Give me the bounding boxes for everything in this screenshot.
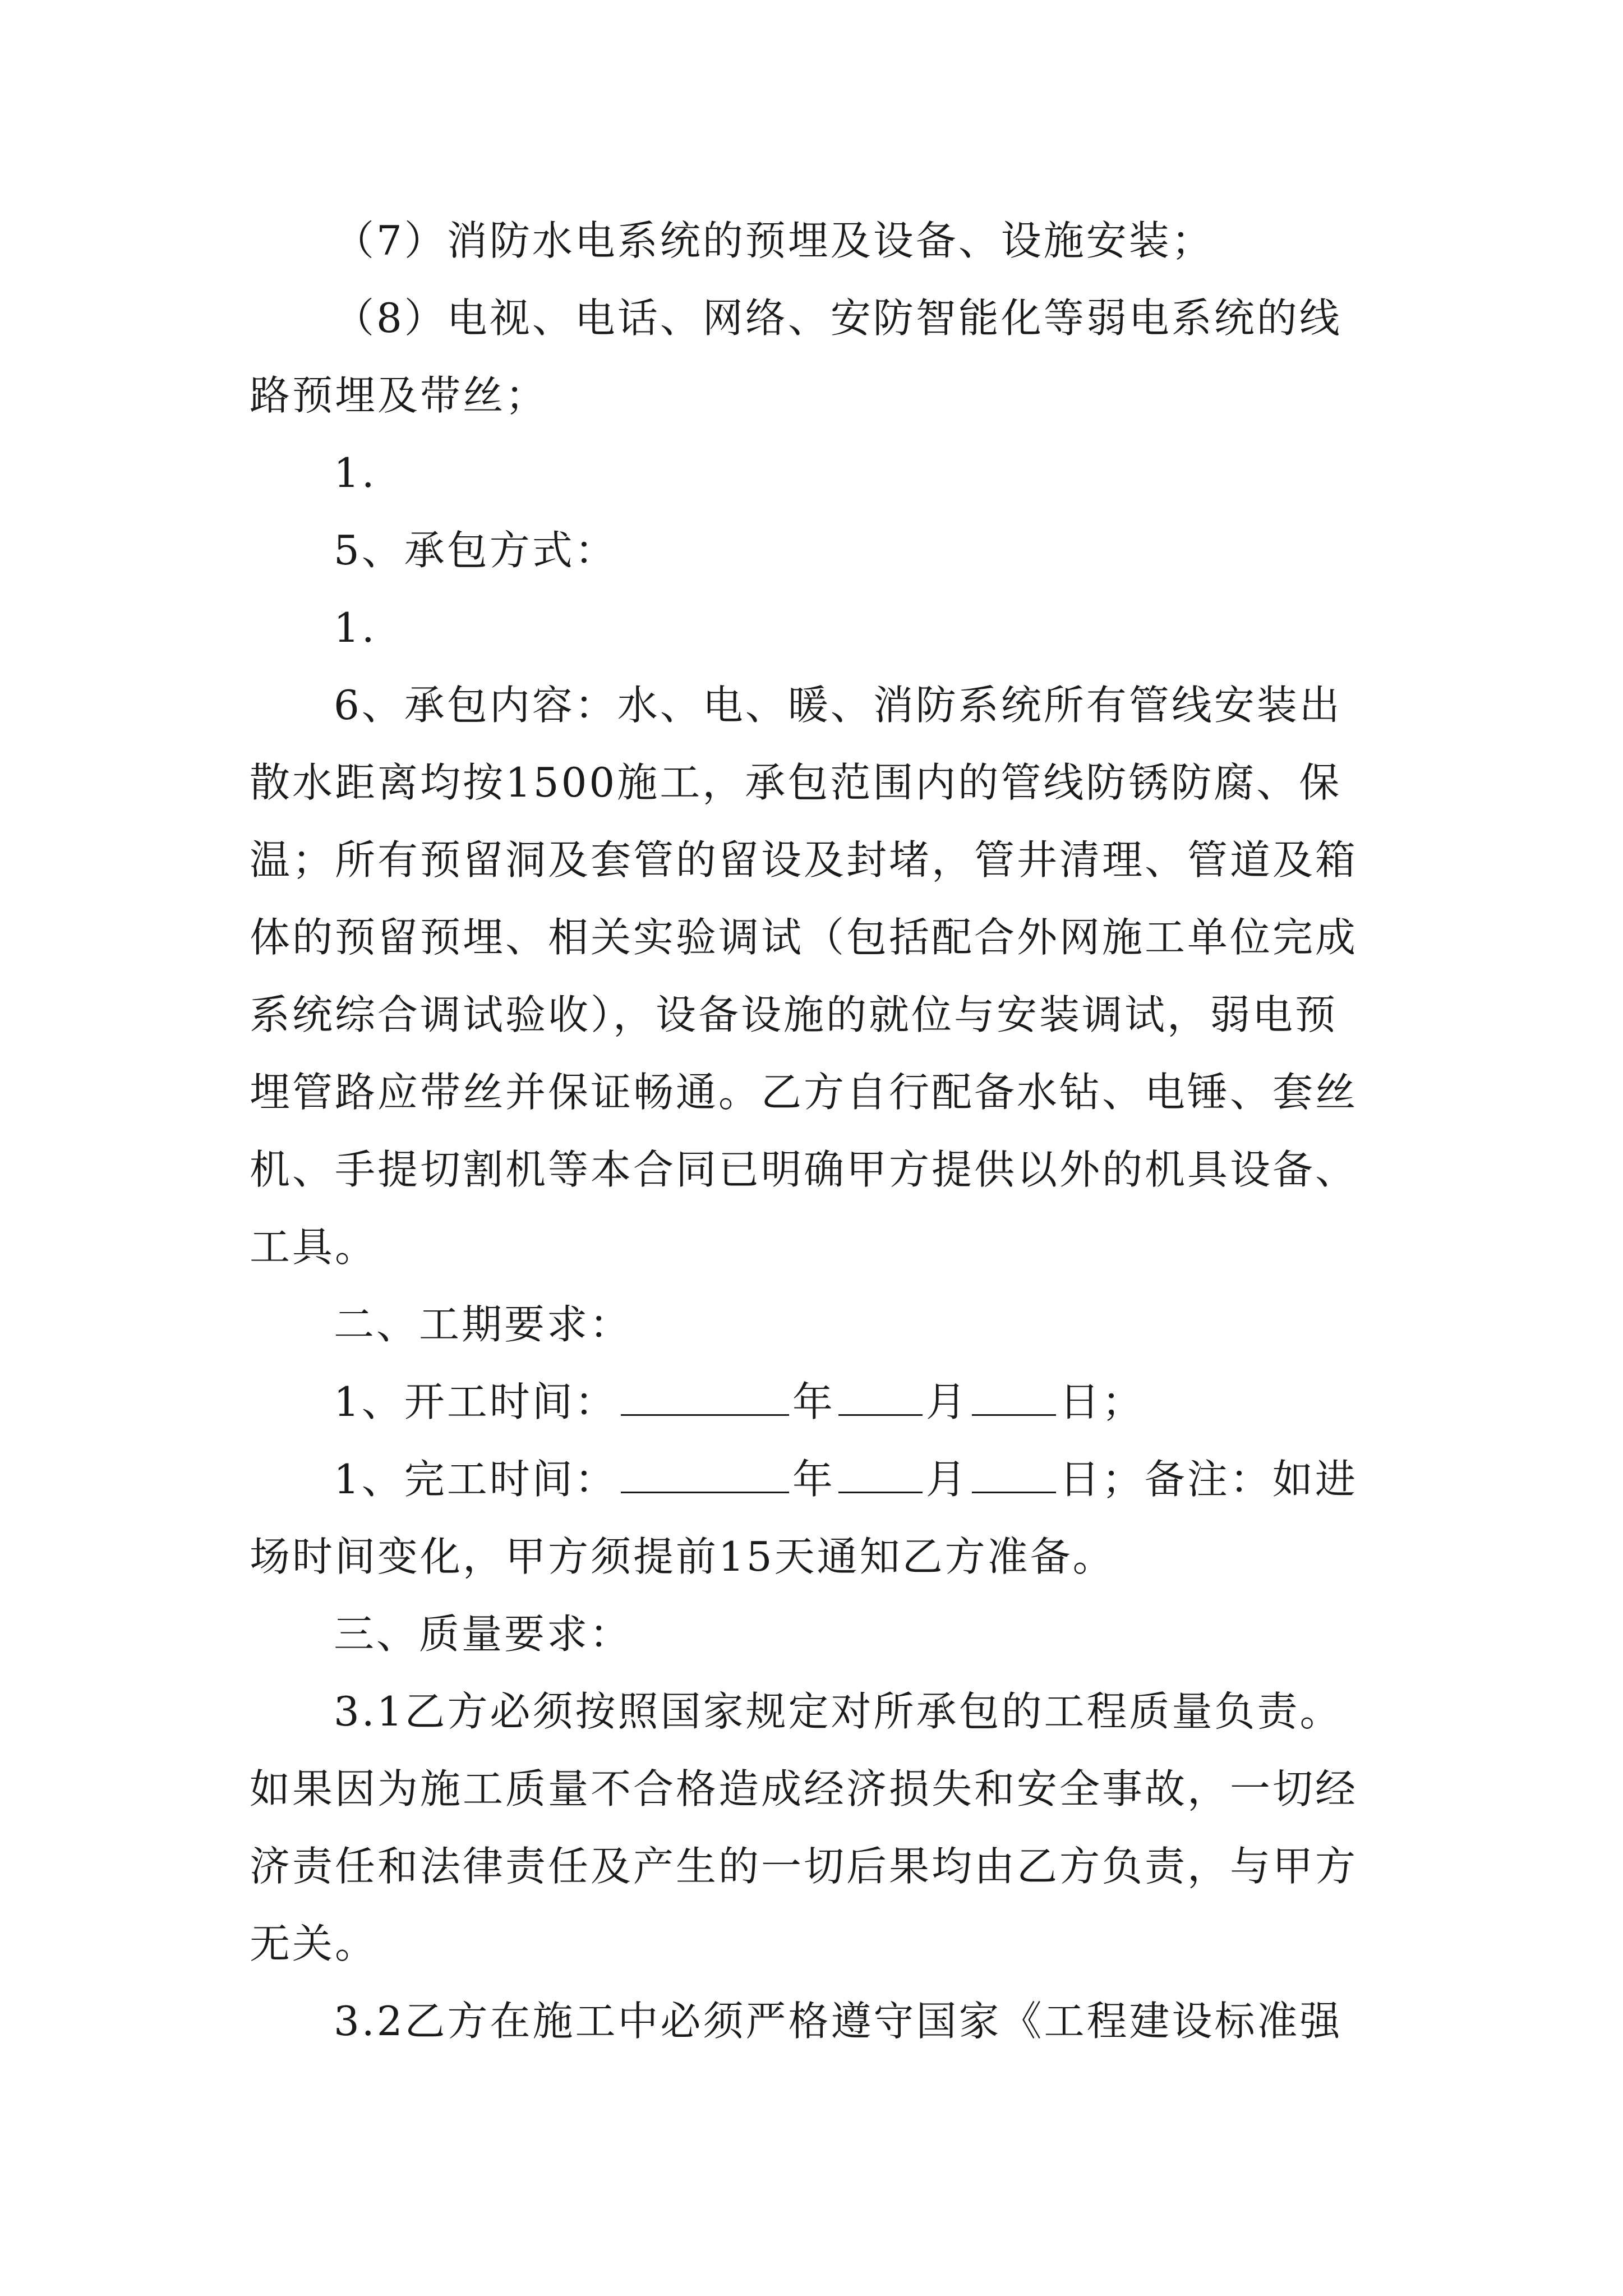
paragraph-line: 温；所有预留洞及套管的留设及封堵，管井清理、管道及箱	[250, 836, 1358, 884]
end-date-line	[250, 1441, 1399, 1518]
paragraph-line: 3.2乙方在施工中必须严格遵守国家《工程建设标准强	[334, 1998, 1343, 2045]
paragraph-line: 体的预留预埋、相关实验调试（包括配合外网施工单位完成	[250, 914, 1358, 961]
section-heading: 二、工期要求：	[334, 1301, 633, 1348]
paragraph-line: 济责任和法律责任及产生的一切后果均由乙方负责，与甲方	[250, 1843, 1358, 1890]
paragraph-line: 无关。	[250, 1920, 378, 1967]
end-date-label: 1、完工时间：	[334, 1456, 617, 1503]
month-label: 月	[925, 1456, 969, 1503]
paragraph-line: （8）电视、电话、网络、安防智能化等弱电系统的线	[334, 295, 1342, 342]
paragraph-line: 工具。	[250, 1223, 378, 1271]
list-number: 1.	[334, 604, 377, 651]
paragraph-line: 3.1乙方必须按照国家规定对所承包的工程质量负责。	[334, 1688, 1343, 1735]
start-date-label: 1、开工时间：	[334, 1378, 617, 1425]
month-blank	[838, 1458, 923, 1493]
document-body	[250, 202, 1399, 2060]
month-label: 月	[925, 1378, 969, 1425]
paragraph-line: 机、手提切割机等本合同已明确甲方提供以外的机具设备、	[250, 1146, 1358, 1193]
paragraph-line: 如果因为施工质量不合格造成经济损失和安全事故，一切经	[250, 1765, 1358, 1812]
year-label: 年	[792, 1378, 835, 1425]
month-blank	[838, 1381, 923, 1416]
paragraph-line: 路预埋及带丝；	[250, 372, 548, 419]
paragraph-line: 场时间变化，甲方须提前15天通知乙方准备。	[250, 1533, 1115, 1580]
paragraph-line: 6、承包内容：水、电、暖、消防系统所有管线安装出	[334, 682, 1342, 729]
day-blank	[972, 1458, 1056, 1493]
list-number: 1.	[334, 449, 377, 496]
day-label-note: 日；备注：如进	[1059, 1456, 1358, 1503]
section-heading: 5、承包方式：	[334, 527, 617, 574]
section-heading: 三、质量要求：	[334, 1611, 633, 1658]
paragraph-line: （7）消防水电系统的预埋及设备、设施安装；	[334, 217, 1214, 264]
day-blank	[972, 1381, 1056, 1416]
day-label: 日；	[1059, 1378, 1145, 1425]
start-date-line	[250, 1363, 1399, 1441]
year-label: 年	[792, 1456, 835, 1503]
paragraph-line: 散水距离均按1500施工，承包范围内的管线防锈防腐、保	[250, 759, 1342, 806]
paragraph-line: 埋管路应带丝并保证畅通。乙方自行配备水钻、电锤、套丝	[250, 1069, 1358, 1116]
year-blank	[621, 1458, 789, 1493]
year-blank	[621, 1381, 789, 1416]
paragraph-line: 系统综合调试验收），设备设施的就位与安装调试，弱电预	[250, 991, 1338, 1038]
